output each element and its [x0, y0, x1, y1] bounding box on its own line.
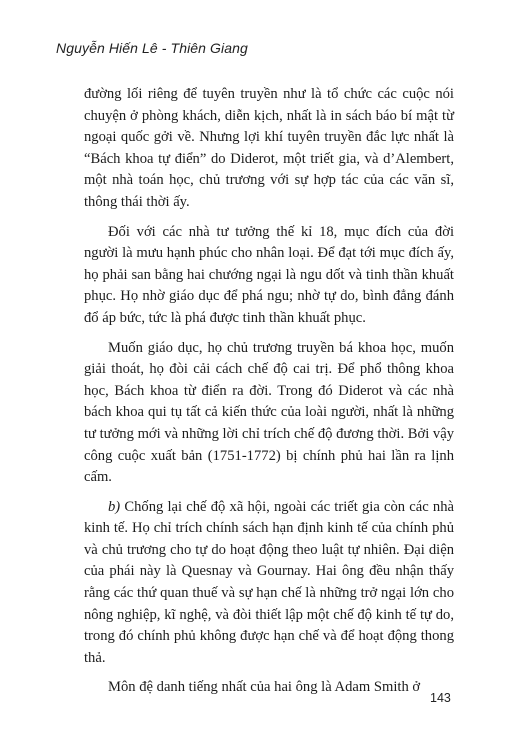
- subsection-label: b): [108, 498, 121, 515]
- paragraph-adam-smith: Môn đệ danh tiếng nhất của hai ông là Adam Smith ở: [108, 679, 421, 696]
- running-header: Nguyễn Hiến Lê - Thiên Giang: [56, 40, 248, 56]
- paragraph-continued: đường lối riêng để tuyên truyền như là tổ chức các cuộc nói chuyện ở phòng khách, diễn kịch, nhất là in sách báo bí mật từ ngoại quốc gởi về. Nhưng lợi khí tuyên truyền đắc lực nhất là “Bách khoa tự điển” do Diderot, một triết gia, và d’Alembert, một nhà toán học, chủ trương với sự hợp tác của các văn sĩ, thông thái thời ấy.: [84, 86, 454, 210]
- page-number: 143: [430, 691, 451, 705]
- body-text: [84, 84, 454, 699]
- paragraph-encyclopedia: Muốn giáo dục, họ chủ trương truyền bá khoa học, muốn giải thoát, họ đòi cải cách chế độ cai trị. Để phổ thông khoa học, Bách khoa từ điển ra đời. Trong đó Diderot và các nhà bách khoa qui tụ tất cả kiến thức của loài người, nhất là những tư tưởng mới và những lời chỉ trích chế độ đương thời. Bởi vậy công cuộc xuất bản (1751-1772) bị chính phủ hai lần ra lịnh cấm.: [84, 339, 454, 486]
- paragraph-economists-text: Chống lại chế độ xã hội, ngoài các triết gia còn các nhà kinh tế. Họ chỉ trích chính sách hạn định kinh tế của chính phủ và chủ trương cho tự do hoạt động theo luật tự nhiên. Đại diện của phái này là Quesnay và Gournay. Hai ông đều nhận thấy rằng các thứ quan thuế và sự hạn chế là những trở ngại lớn cho nông nghiệp, kĩ nghệ, và đòi thiết lập một chế độ kinh tế tự do, trong đó chính phủ không được hạn chế và để hoạt động thong thả.: [84, 498, 454, 666]
- paragraph-eighteenth-century-thinkers: Đối với các nhà tư tưởng thế kỉ 18, mục đích của đời người là mưu hạnh phúc cho nhân loại. Để đạt tới mục đích ấy, họ phải san bằng hai chướng ngại là ngu dốt và tinh thần khuất phục. Họ nhờ giáo dục để phá ngu; nhờ tự do, bình đẳng đánh đổ áp bức, tức là phá được tinh thần khuất phục.: [84, 223, 454, 326]
- paragraph-economists: [84, 497, 454, 670]
